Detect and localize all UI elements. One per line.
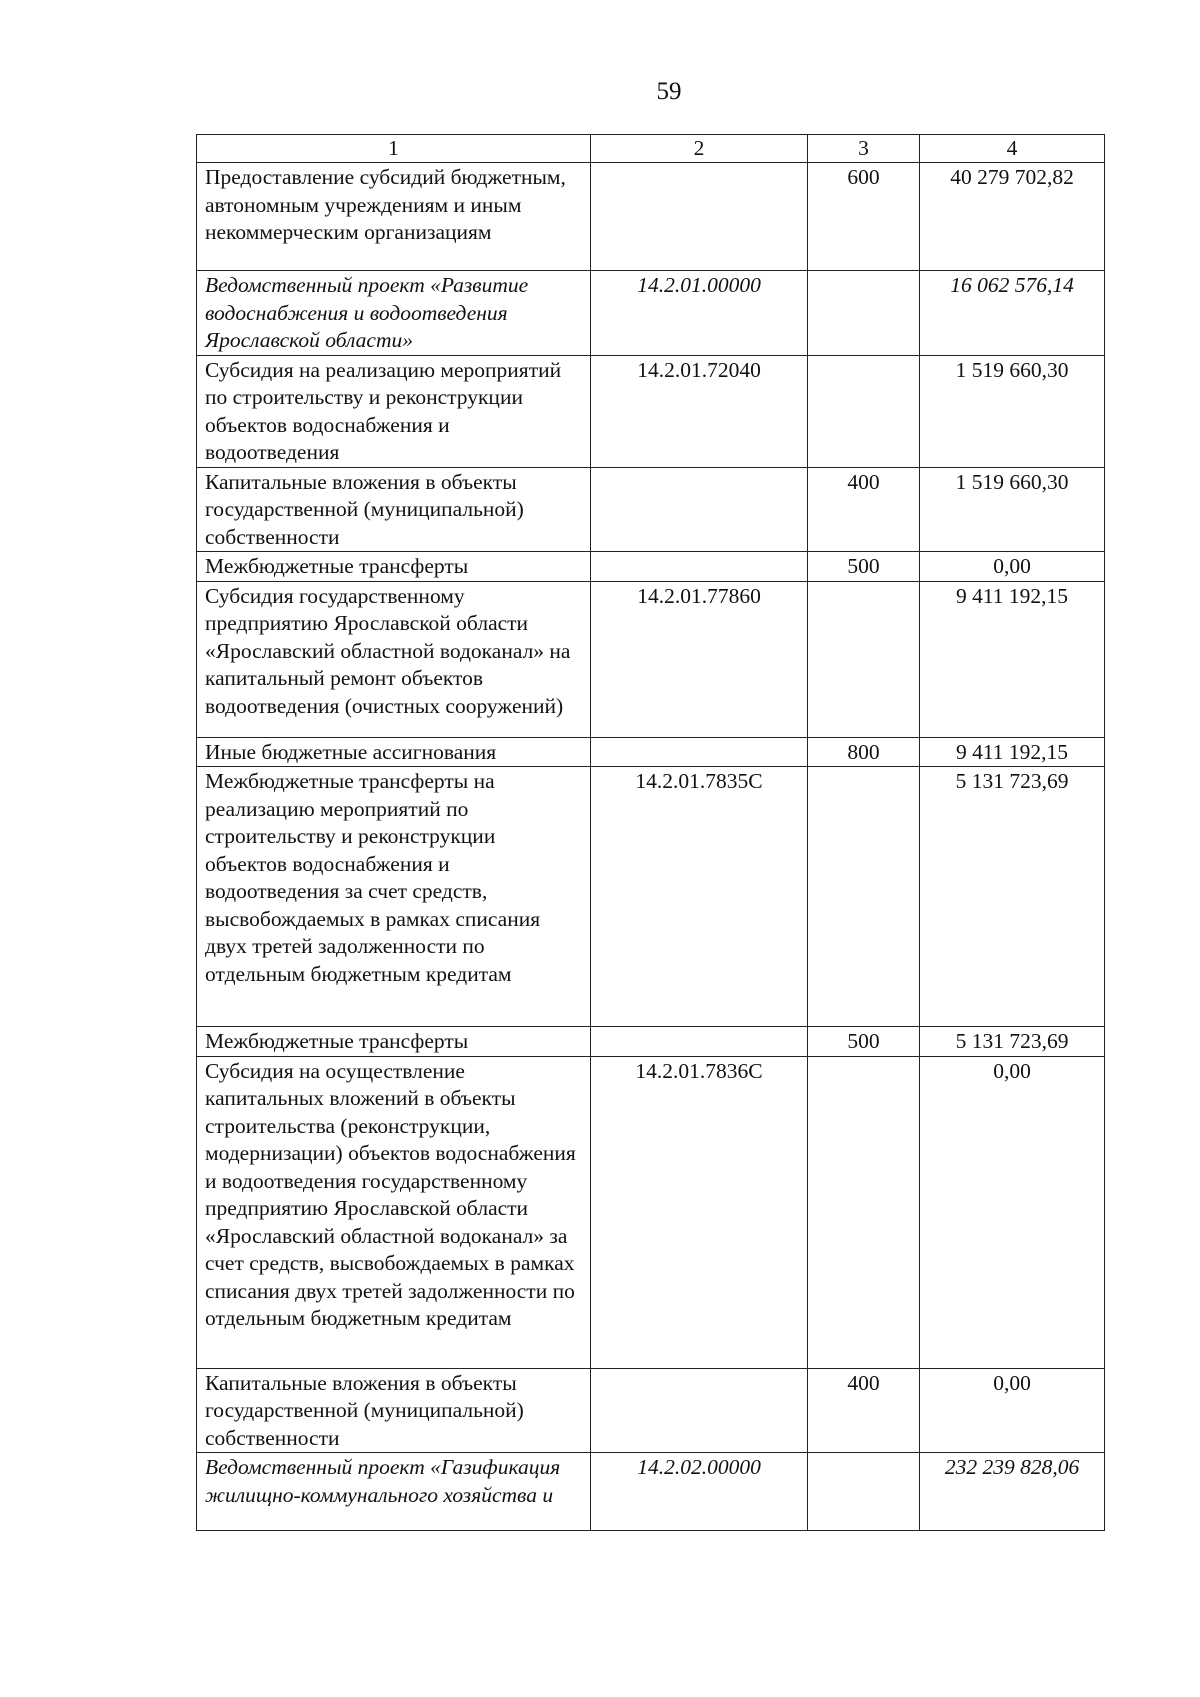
row-name-cell: Капитальные вложения в объекты государственной (муниципальной) собственности (197, 467, 591, 552)
row-name-cell: Субсидия государственному предприятию Ярославской области «Ярославский областной водоканал» на капитальный ремонт объектов водоотведения (очистных сооружений) (197, 581, 591, 737)
row-name-cell: Иные бюджетные ассигнования (197, 737, 591, 767)
row-name-cell: Субсидия на реализацию мероприятий по строительству и реконструкции объектов водоснабжения и водоотведения (197, 355, 591, 467)
table-row (197, 355, 1105, 467)
column-header-3: 3 (808, 135, 920, 163)
column-header-1: 1 (197, 135, 591, 163)
row-type-cell: 400 (808, 467, 920, 552)
row-code-cell (591, 552, 808, 582)
row-code-cell (591, 1027, 808, 1057)
row-type-cell (808, 1453, 920, 1531)
row-code-cell: 14.2.01.00000 (591, 271, 808, 356)
row-name-cell: Капитальные вложения в объекты государственной (муниципальной) собственности (197, 1368, 591, 1453)
column-header-4: 4 (920, 135, 1105, 163)
row-type-cell (808, 767, 920, 1027)
table-row (197, 1056, 1105, 1368)
row-code-cell: 14.2.01.7835С (591, 767, 808, 1027)
row-amount-cell: 232 239 828,06 (920, 1453, 1105, 1531)
column-header-2: 2 (591, 135, 808, 163)
row-type-cell (808, 581, 920, 737)
table-row (197, 767, 1105, 1027)
row-amount-cell: 5 131 723,69 (920, 767, 1105, 1027)
row-code-cell (591, 1368, 808, 1453)
row-code-cell: 14.2.01.77860 (591, 581, 808, 737)
table-row (197, 1027, 1105, 1057)
row-amount-cell: 1 519 660,30 (920, 467, 1105, 552)
row-code-cell (591, 737, 808, 767)
table-header-row (197, 135, 1105, 163)
table-row (197, 552, 1105, 582)
table-row (197, 1453, 1105, 1531)
budget-table (196, 134, 1105, 1531)
row-amount-cell: 9 411 192,15 (920, 581, 1105, 737)
row-code-cell: 14.2.01.72040 (591, 355, 808, 467)
row-type-cell: 400 (808, 1368, 920, 1453)
row-type-cell: 500 (808, 1027, 920, 1057)
row-type-cell: 600 (808, 163, 920, 271)
row-type-cell: 500 (808, 552, 920, 582)
table-row (197, 163, 1105, 271)
row-amount-cell: 0,00 (920, 552, 1105, 582)
row-amount-cell: 16 062 576,14 (920, 271, 1105, 356)
row-name-cell: Ведомственный проект «Газификация жилищно-коммунального хозяйства и (197, 1453, 591, 1531)
row-type-cell: 800 (808, 737, 920, 767)
row-amount-cell: 5 131 723,69 (920, 1027, 1105, 1057)
row-amount-cell: 0,00 (920, 1056, 1105, 1368)
row-name-cell: Ведомственный проект «Развитие водоснабжения и водоотведения Ярославской области» (197, 271, 591, 356)
row-name-cell: Предоставление субсидий бюджетным, автономным учреждениям и иным некоммерческим организациям (197, 163, 591, 271)
row-name-cell: Межбюджетные трансферты (197, 552, 591, 582)
row-amount-cell: 9 411 192,15 (920, 737, 1105, 767)
row-name-cell: Субсидия на осуществление капитальных вложений в объекты строительства (реконструкции, модернизации) объектов водоснабжения и водоотведения государственному предприятию Ярославской области «Ярославский областной водоканал» за счет средств, высвобождаемых в рамках списания двух третей задолженности по отдельным бюджетным кредитам (197, 1056, 591, 1368)
row-type-cell (808, 1056, 920, 1368)
row-code-cell (591, 467, 808, 552)
table-row (197, 271, 1105, 356)
row-amount-cell: 1 519 660,30 (920, 355, 1105, 467)
row-code-cell: 14.2.02.00000 (591, 1453, 808, 1531)
table-row (197, 581, 1105, 737)
row-type-cell (808, 271, 920, 356)
table-row (197, 737, 1105, 767)
row-type-cell (808, 355, 920, 467)
table-row (197, 467, 1105, 552)
row-name-cell: Межбюджетные трансферты (197, 1027, 591, 1057)
table-row (197, 1368, 1105, 1453)
page-number: 59 (656, 78, 682, 105)
row-amount-cell: 40 279 702,82 (920, 163, 1105, 271)
row-code-cell: 14.2.01.7836С (591, 1056, 808, 1368)
row-name-cell: Межбюджетные трансферты на реализацию мероприятий по строительству и реконструкции объектов водоснабжения и водоотведения за счет средств, высвобождаемых в рамках списания двух третей задолженности по отдельным бюджетным кредитам (197, 767, 591, 1027)
row-code-cell (591, 163, 808, 271)
row-amount-cell: 0,00 (920, 1368, 1105, 1453)
